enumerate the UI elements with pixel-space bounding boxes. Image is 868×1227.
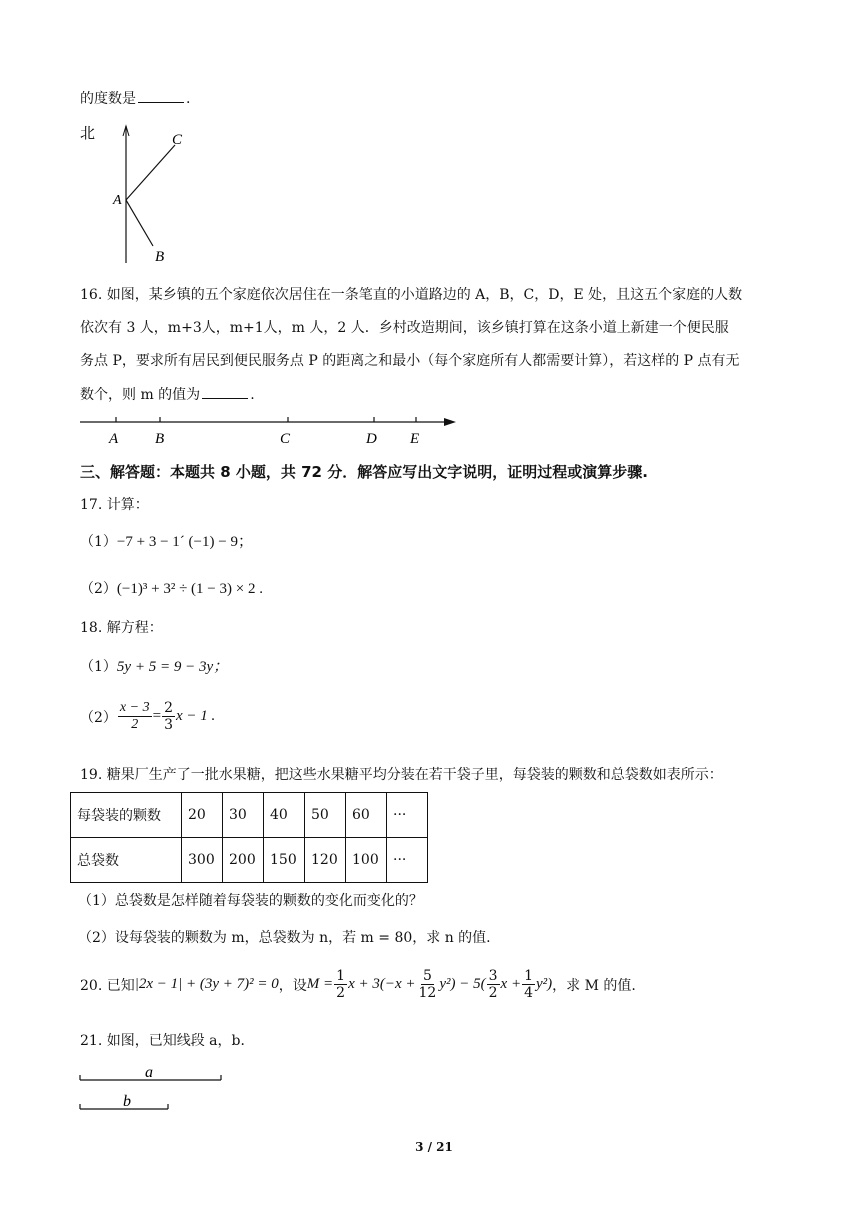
table-cell: 30 xyxy=(223,793,264,838)
table-cell: 40 xyxy=(264,793,305,838)
q19-part2: （2）设每袋装的颗数为 m，总袋数为 n，若 m = 80，求 n 的值. xyxy=(78,930,491,946)
data-table xyxy=(70,792,428,883)
q16-line2: 依次有 3 人，m+3人，m+1人，m 人，2 人．乡村改造期间，该乡镇打算在这条小道上新建一个便民服 xyxy=(80,320,729,336)
segment-b-label: b xyxy=(123,1093,131,1110)
q17-part1: （1）−7 + 3 − 1´ (−1) − 9； xyxy=(80,534,253,550)
table-cell: ··· xyxy=(387,838,428,883)
fraction: $\frac{2}{3}$ xyxy=(164,700,173,733)
table-cell: 300 xyxy=(182,838,223,883)
q18-title: 18. 解方程： xyxy=(80,620,163,636)
nl-label-c: C xyxy=(280,431,291,447)
ray-ac xyxy=(126,145,175,200)
segment-a-label: a xyxy=(145,1064,153,1081)
nl-label-a: A xyxy=(109,431,119,447)
q18-expr1: 5y + 5 = 9 − 3y； xyxy=(116,659,229,675)
table-cell: 50 xyxy=(305,793,346,838)
table-cell: 20 xyxy=(182,793,223,838)
row-header: 每袋装的颗数 xyxy=(71,793,182,838)
table-cell: ··· xyxy=(387,793,428,838)
arrow-right-icon xyxy=(444,418,456,426)
q20-condition: |2x − 1| + (3y + 7)² = 0 xyxy=(134,976,279,992)
q18-part1: （1）5y + 5 = 9 − 3y； xyxy=(80,659,229,675)
point-c-label: C xyxy=(172,132,183,148)
q19-part1: （1）总袋数是怎样随着每袋装的颗数的变化而变化的？ xyxy=(78,893,423,909)
table-cell: 60 xyxy=(346,793,387,838)
q16-line1: 16. 如图，某乡镇的五个家庭依次居住在一条笔直的小道路边的 A，B，C，D，E 处，且这五个家庭的人数 xyxy=(80,287,743,303)
answer-blank xyxy=(138,90,184,103)
point-a-label: A xyxy=(113,193,122,208)
q17-expr2: (−1)³ + 3² ÷ (1 − 3) × 2 . xyxy=(116,581,263,597)
nl-label-b: B xyxy=(155,431,165,447)
page-number: 3 / 21 xyxy=(415,1140,453,1154)
q20: 20. 已知 |2x − 1| + (3y + 7)² = 0 ，设 M = $\frac{1}{2}$ x + 3(−x + $\frac{5}{12}$ y²) − 5( $\frac{3}{2}$ x + $\frac{1}{4}$ y²) ，求 M 的值. xyxy=(80,968,636,1001)
table-row xyxy=(71,838,428,883)
q18-part2: （2） $\frac{x - 3}{2}$ = $\frac{2}{3}$ x − 1 . xyxy=(80,700,216,733)
fraction: $\frac{1}{2}$ xyxy=(336,968,346,1001)
ray-ab xyxy=(126,200,153,246)
fraction: $\frac{3}{2}$ xyxy=(488,968,498,1001)
compass-figure xyxy=(76,118,206,268)
fraction: $\frac{1}{4}$ xyxy=(524,968,533,1001)
fraction: $\frac{x - 3}{2}$ xyxy=(119,700,150,732)
fraction: $\frac{5}{12}$ xyxy=(418,968,437,1001)
table-cell: 100 xyxy=(346,838,387,883)
section-title: 三、解答题：本题共 8 小题，共 72 分．解答应写出文字说明，证明过程或演算步骤. xyxy=(80,463,648,481)
nl-label-e: E xyxy=(410,431,420,447)
segments-figure xyxy=(78,1060,228,1116)
answer-blank xyxy=(202,386,248,399)
table-cell: 200 xyxy=(223,838,264,883)
q15-text: 的度数是 xyxy=(80,91,136,107)
row-header: 总袋数 xyxy=(71,838,182,883)
table-cell: 120 xyxy=(305,838,346,883)
nl-label-d: D xyxy=(366,431,377,447)
q19-intro: 19. 糖果厂生产了一批水果糖，把这些水果糖平均分装在若干袋子里，每袋装的颗数和总袋数如表所示： xyxy=(80,767,723,783)
q17-title: 17. 计算： xyxy=(80,497,149,513)
q16-line4: 数个，则 m 的值为 . xyxy=(80,387,255,403)
number-line xyxy=(78,410,462,448)
north-label: 北 xyxy=(80,124,96,142)
point-b-label: B xyxy=(155,249,165,265)
q15-tail: 的度数是 . xyxy=(80,91,191,107)
q17-part2: （2）(−1)³ + 3² ÷ (1 − 3) × 2 . xyxy=(80,581,263,597)
table-row xyxy=(71,793,428,838)
q16-line3: 务点 P，要求所有居民到便民服务点 P 的距离之和最小（每个家庭所有人都需要计算），若这样的 P 点有无 xyxy=(80,353,740,369)
q17-expr1: −7 + 3 − 1´ (−1) − 9； xyxy=(116,534,253,550)
table-cell: 150 xyxy=(264,838,305,883)
q21-text: 21. 如图，已知线段 a，b． xyxy=(80,1033,255,1049)
